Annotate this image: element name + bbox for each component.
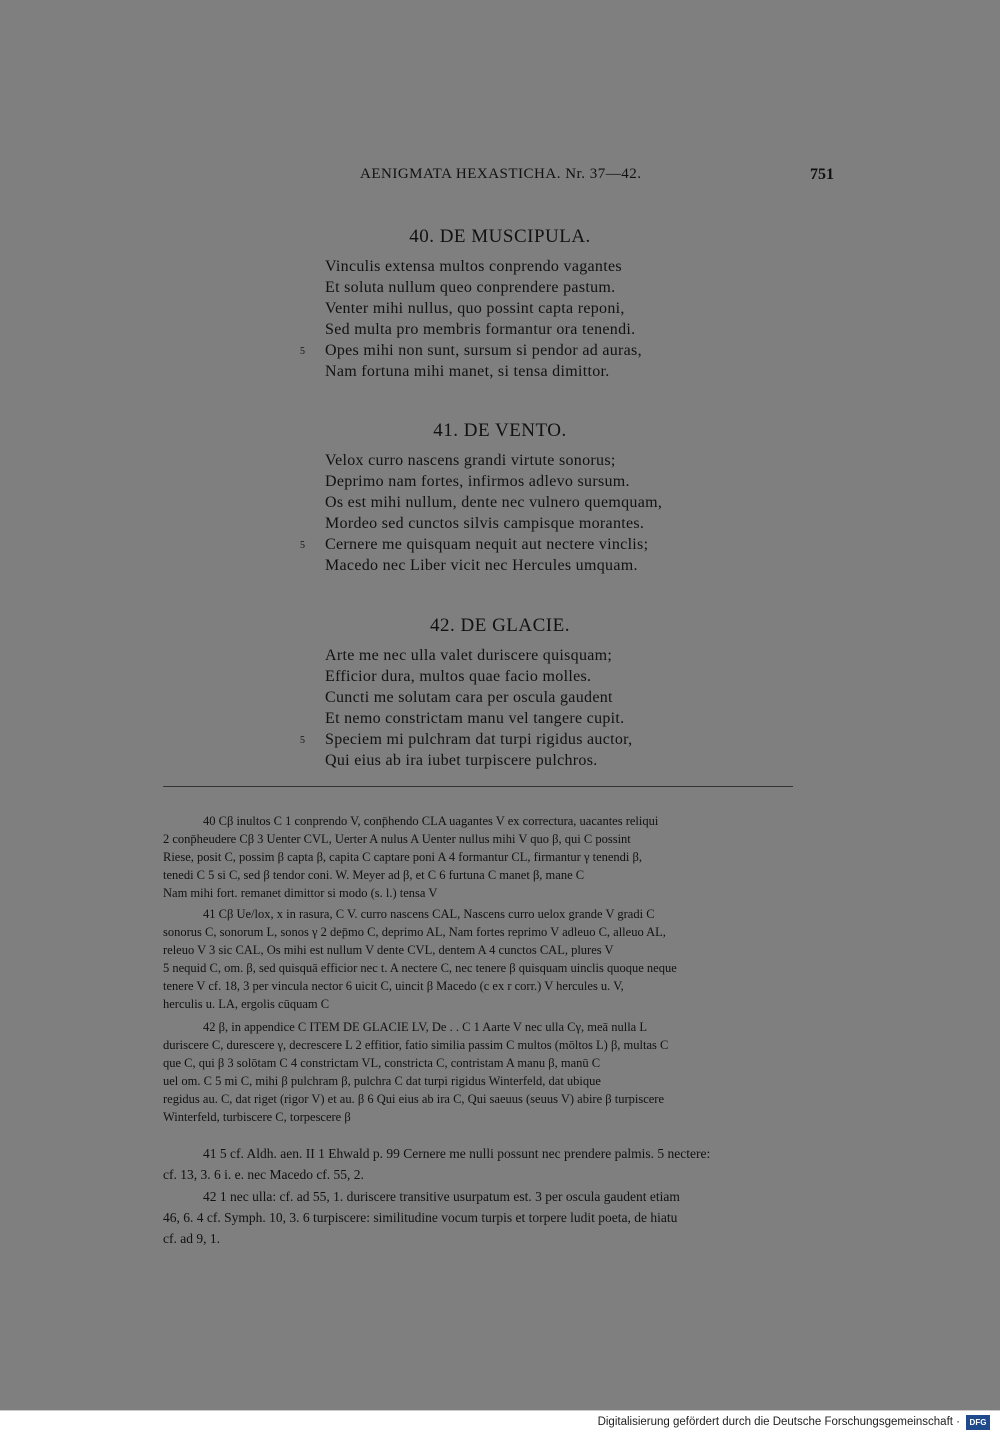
verse: [325, 513, 795, 534]
apparatus-line: tenere V cf. 18, 3 per vincula nector 6 uicit C, uincit β Macedo (c ex r corr.) V hercules u. V,: [163, 979, 624, 993]
apparatus-line: tenedi C 5 si C, sed β tendor coni. W. Meyer ad β, et C 6 furtuna C manet β, mane C: [163, 868, 585, 882]
verse-text: Vinculis extensa multos conprendo vagantes: [325, 258, 622, 275]
dfg-logo: DFG: [966, 1415, 990, 1430]
verse: [300, 340, 795, 361]
verse: [325, 450, 795, 471]
apparatus-divider: [163, 786, 793, 787]
verse: [300, 729, 795, 750]
note-line: cf. 13, 3. 6 i. e. nec Macedo cf. 55, 2.: [163, 1167, 364, 1182]
verse: [325, 750, 795, 771]
apparatus-line: herculis u. LA, ergolis cūquam C: [163, 997, 330, 1011]
verse: [325, 708, 795, 729]
verse-number: 5: [300, 346, 306, 357]
verse-text: Efficior dura, multos quae facio molles.: [325, 668, 592, 685]
verse-text: Deprimo nam fortes, infirmos adlevo sursum.: [325, 473, 630, 490]
note-41: [163, 1143, 836, 1185]
note-42: [163, 1186, 836, 1249]
apparatus-line: sonorus C, sonorum L, sonos γ 2 dep̄mo C, deprimo AL, Nam fortes reprimo V adleuo C, alleuo AL,: [163, 925, 666, 939]
apparatus-line: 5 nequid C, om. β, sed quisquā efficior nec t. A nectere C, nec tenere β quisquam uinclis quoque neque: [163, 961, 677, 975]
apparatus-line: Riese, posit C, possim β capta β, capita C captare poni A 4 formantur CL, firmantur γ tenendi β,: [163, 850, 643, 864]
note-line: 42 1 nec ulla: cf. ad 55, 1. duriscere transitive usurpatum est. 3 per oscula gaudent etiam: [203, 1189, 680, 1204]
apparatus-line: releuo V 3 sic CAL, Os mihi est nullum V dente CVL, dentem A 4 cunctos CAL, plures V: [163, 943, 614, 957]
page-number: 751: [810, 166, 834, 183]
apparatus-line: Winterfeld, turbiscere C, torpescere β: [163, 1110, 351, 1124]
footer-credit: Digitalisierung gefördert durch die Deutsche Forschungsgemeinschaft ·: [597, 1416, 960, 1428]
verse: [325, 645, 795, 666]
running-head: AENIGMATA HEXASTICHA. Nr. 37—42.: [360, 166, 642, 182]
verse-text: Qui eius ab ira iubet turpiscere pulchros.: [325, 752, 598, 769]
verse-text: Speciem mi pulchram dat turpi rigidus auctor,: [325, 731, 633, 748]
apparatus-line: uel om. C 5 mi C, mihi β pulchram β, pulchra C dat turpi rigidus Winterfeld, dat ubique: [163, 1074, 601, 1088]
verse-text: Cuncti me solutam cara per oscula gaudent: [325, 689, 613, 706]
verse: [325, 256, 795, 277]
note-line: cf. ad 9, 1.: [163, 1231, 220, 1246]
apparatus-line: 40 Cβ inultos C 1 conprendo V, conp̄hendo CLA uagantes V ex correctura, uacantes reliqui: [203, 814, 659, 828]
apparatus-line: duriscere C, durescere γ, decrescere L 2 effitior, fatio similia passim C multos (mōltos L) β, multas C: [163, 1038, 669, 1052]
apparatus-entry-41: [163, 905, 836, 1013]
apparatus-line: regidus au. C, dat riget (rigor V) et au. β 6 Qui eius ab ira C, Qui saeuus (seuus V) abire β turpiscere: [163, 1092, 665, 1106]
verse-number: 5: [300, 540, 306, 551]
verse-text: Opes mihi non sunt, sursum si pendor ad auras,: [325, 342, 642, 359]
apparatus-entry-40: [163, 812, 836, 902]
note-line: 41 5 cf. Aldh. aen. II 1 Ehwald p. 99 Cernere me nulli possunt nec prendere palmis. 5 nectere:: [203, 1146, 711, 1161]
verse: [300, 534, 795, 555]
verse: [325, 319, 795, 340]
apparatus-line: Nam mihi fort. remanet dimittor si modo (s. l.) tensa V: [163, 886, 438, 900]
verse-text: Cernere me quisquam nequit aut nectere vinclis;: [325, 536, 649, 553]
footer-bar: [0, 1410, 1000, 1435]
poem-42: [300, 645, 795, 771]
poem-title: 41. DE VENTO.: [433, 420, 567, 441]
verse-text: Macedo nec Liber vicit nec Hercules umquam.: [325, 557, 638, 574]
poem-title: 40. DE MUSCIPULA.: [409, 226, 591, 247]
apparatus-line: 42 β, in appendice C ITEM DE GLACIE LV, De . . C 1 Aarte V nec ulla Cγ, meā nulla L: [203, 1020, 647, 1034]
poem-41: [300, 450, 795, 576]
verse-number: 5: [300, 735, 306, 746]
verse: [325, 687, 795, 708]
poem-40: [300, 256, 795, 382]
apparatus-line: 41 Cβ Ue/lox, x in rasura, C V. curro nascens CAL, Nascens curro uelox grande V gradi C: [203, 907, 655, 921]
verse-text: Nam fortuna mihi manet, si tensa dimittor.: [325, 363, 610, 380]
verse: [325, 555, 795, 576]
poem-title: 42. DE GLACIE.: [430, 615, 570, 636]
verse-text: Velox curro nascens grandi virtute sonorus;: [325, 452, 616, 469]
verse-text: Os est mihi nullum, dente nec vulnero quemquam,: [325, 494, 663, 511]
verse-text: Et soluta nullum queo conprendere pastum.: [325, 279, 616, 296]
verse-text: Mordeo sed cunctos silvis campisque morantes.: [325, 515, 645, 532]
verse: [325, 298, 795, 319]
apparatus-line: que C, qui β 3 solōtam C 4 constrictam VL, constricta C, contristam A manu β, manū C: [163, 1056, 601, 1070]
verse-text: Et nemo constrictam manu vel tangere cupit.: [325, 710, 625, 727]
verse-text: Venter mihi nullus, quo possint capta reponi,: [325, 300, 625, 317]
note-line: 46, 6. 4 cf. Symph. 10, 3. 6 turpiscere: similitudine vocum turpis et torpere ludit poeta, de hiatu: [163, 1210, 678, 1225]
apparatus-line: 2 conp̄heudere Cβ 3 Uenter CVL, Uerter A nulus A Uenter nullus mihi V quo β, qui C possint: [163, 832, 631, 846]
apparatus-entry-42: [163, 1018, 836, 1126]
verse: [325, 492, 795, 513]
verse: [325, 471, 795, 492]
verse: [325, 361, 795, 382]
verse-text: Sed multa pro membris formantur ora tenendi.: [325, 321, 636, 338]
verse: [325, 666, 795, 687]
verse-text: Arte me nec ulla valet duriscere quisquam;: [325, 647, 613, 664]
verse: [325, 277, 795, 298]
